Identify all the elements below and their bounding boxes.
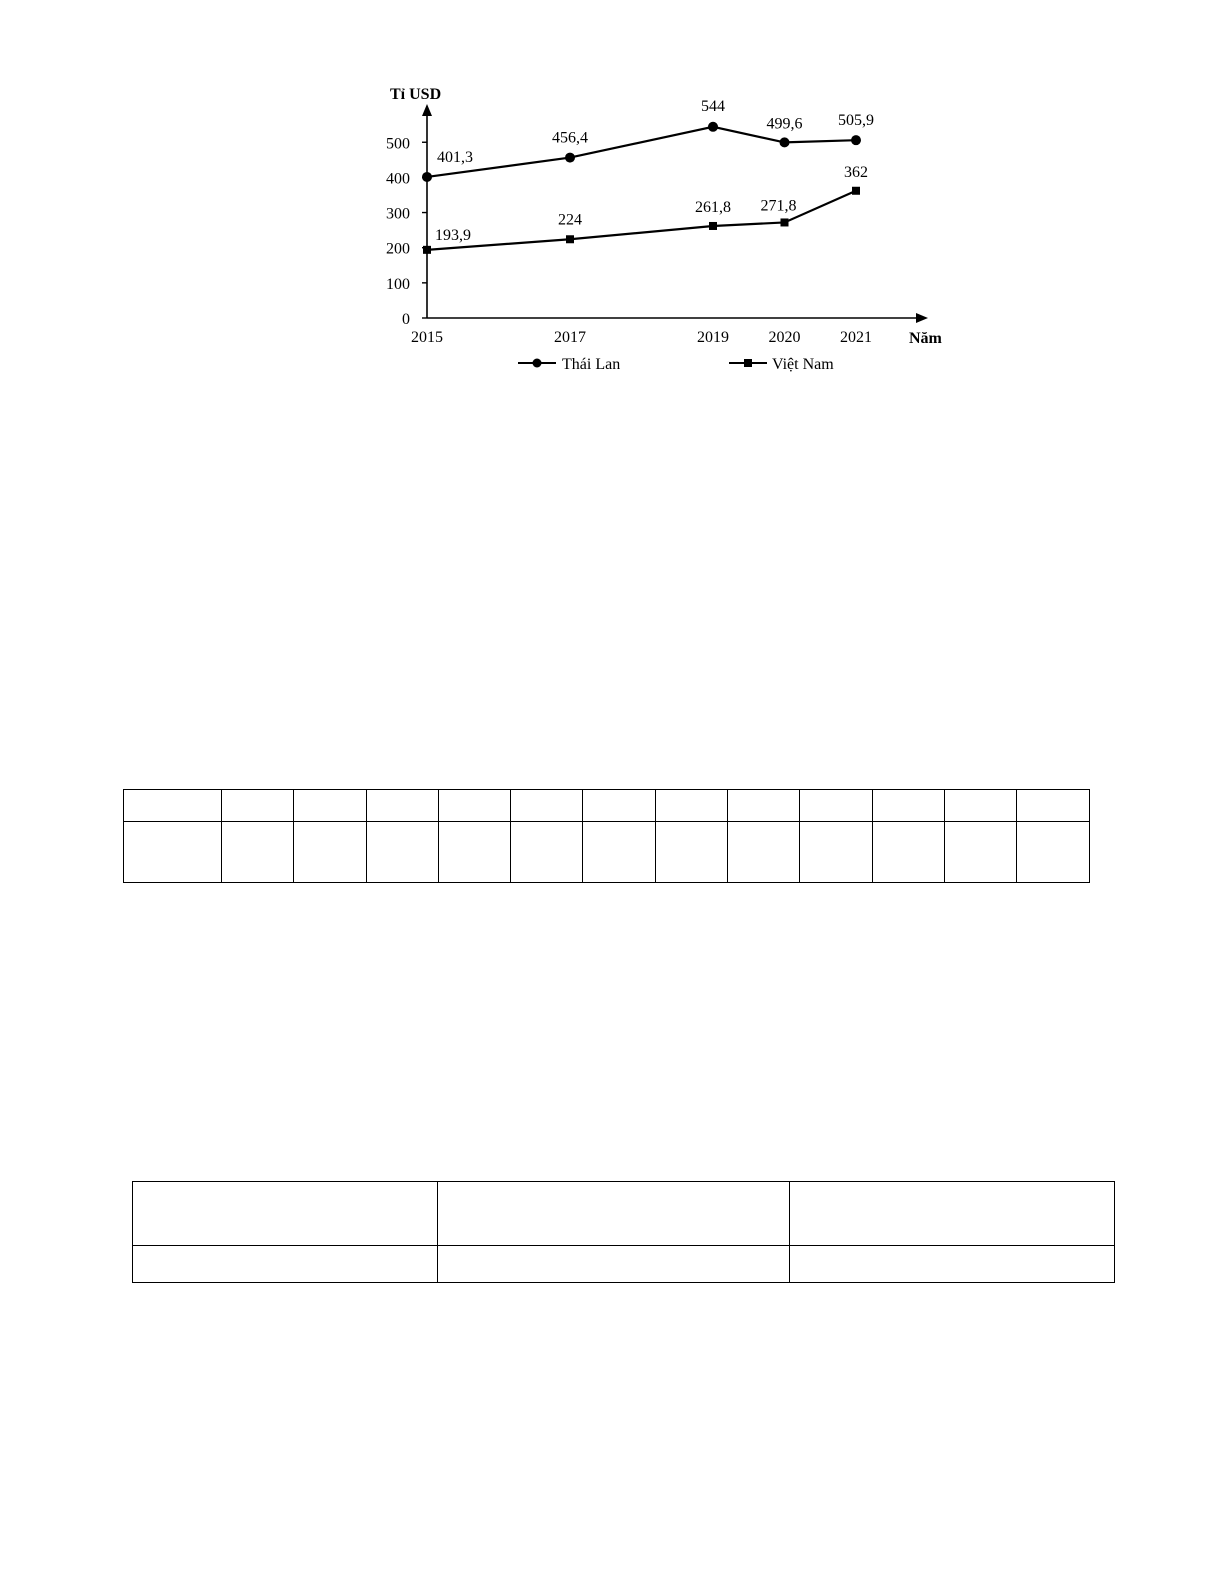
table-cell [655, 822, 727, 883]
data-point [422, 172, 432, 182]
data-label: 401,3 [437, 148, 473, 166]
y-tick-label: 0 [402, 311, 410, 328]
table-row [124, 790, 1090, 822]
table-cell [133, 1246, 438, 1283]
legend-marker-viet-nam [744, 359, 752, 367]
data-point [851, 135, 861, 145]
y-tick-label: 500 [386, 135, 410, 153]
data-point [709, 222, 717, 230]
y-tick-label: 200 [386, 240, 410, 258]
data-label: 261,8 [695, 198, 731, 216]
legend-label-viet-nam: Việt Nam [772, 356, 834, 373]
table-cell [511, 822, 583, 883]
table-row [124, 822, 1090, 883]
y-tick-label: 300 [386, 205, 410, 223]
series-group [422, 98, 874, 254]
data-point [852, 187, 860, 195]
legend [518, 356, 834, 373]
data-point [565, 153, 575, 163]
table-cell [294, 790, 366, 822]
table-cell [222, 790, 294, 822]
line-chart [0, 0, 1225, 420]
table-cell [438, 1246, 790, 1283]
y-axis-title: Tỉ USD [390, 86, 442, 103]
legend-label-thai-lan: Thái Lan [562, 356, 621, 373]
x-tick-label: 2015 [411, 329, 443, 346]
table-cell [872, 822, 944, 883]
table-cell [124, 790, 222, 822]
table-cell [366, 790, 438, 822]
data-label: 362 [844, 163, 868, 181]
data-point [566, 235, 574, 243]
x-tick-label: 2019 [697, 329, 729, 346]
y-tick-label: 400 [386, 170, 410, 188]
table-cell [438, 790, 510, 822]
x-tick-labels [411, 329, 872, 346]
x-axis-arrow-icon [916, 313, 928, 323]
table-cell [294, 822, 366, 883]
table-cell [800, 790, 872, 822]
table-cell [583, 822, 655, 883]
x-axis-title: Năm [909, 330, 942, 347]
data-point [423, 246, 431, 254]
table-cell [790, 1182, 1115, 1246]
table-cell [438, 822, 510, 883]
y-tick-label: 100 [386, 275, 410, 293]
x-tick-label: 2020 [768, 329, 801, 346]
table-cell [728, 822, 800, 883]
table-cell [944, 822, 1016, 883]
table-cell [1017, 790, 1089, 822]
data-point [708, 122, 718, 132]
table-cell [511, 790, 583, 822]
data-label: 271,8 [760, 197, 797, 215]
data-label: 499,6 [766, 115, 803, 133]
data-label: 505,9 [838, 112, 874, 130]
table-cell [133, 1182, 438, 1246]
table-cell [366, 822, 438, 883]
data-point [780, 137, 790, 147]
table-cell [1017, 822, 1089, 883]
table-cell [438, 1182, 790, 1246]
table-row [133, 1182, 1115, 1246]
table-cell [222, 822, 294, 883]
table-cell [872, 790, 944, 822]
blank-table-2 [132, 1181, 1115, 1283]
data-label: 544 [701, 97, 725, 115]
table-row [133, 1246, 1115, 1283]
table-cell [790, 1246, 1115, 1283]
series-line-thai-lan [427, 127, 856, 177]
data-label: 193,9 [435, 226, 471, 244]
y-axis-arrow-icon [422, 104, 432, 116]
blank-table-1 [123, 789, 1090, 883]
legend-marker-thai-lan [533, 359, 542, 368]
data-point [781, 218, 789, 226]
table-cell [124, 822, 222, 883]
table-cell [583, 790, 655, 822]
x-tick-label: 2017 [554, 329, 586, 346]
table-cell [944, 790, 1016, 822]
table-cell [800, 822, 872, 883]
table-cell [655, 790, 727, 822]
y-tick-labels [386, 135, 427, 328]
data-label: 224 [558, 211, 582, 229]
table-cell [728, 790, 800, 822]
x-tick-label: 2021 [840, 329, 872, 346]
data-label: 456,4 [552, 129, 588, 147]
